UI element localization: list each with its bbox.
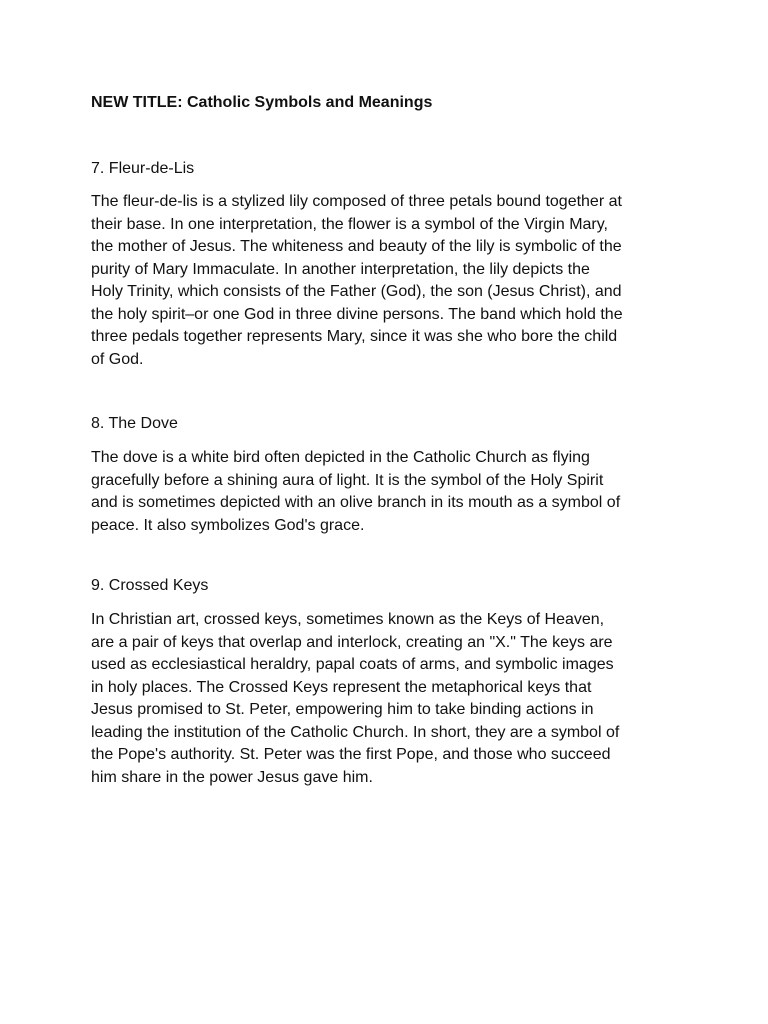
body-line: gracefully before a shining aura of light. It is the symbol of the Holy Spirit: [91, 471, 604, 489]
body-line: Holy Trinity, which consists of the Father (God), the son (Jesus Christ), and: [91, 283, 622, 300]
section-body-fleur-de-lis: [91, 191, 681, 371]
document-title: NEW TITLE: Catholic Symbols and Meanings: [91, 94, 433, 111]
body-line: of God.: [91, 350, 144, 368]
section-heading-fleur-de-lis: 7. Fleur-de-Lis: [91, 160, 195, 177]
body-line: him share in the power Jesus gave him.: [91, 768, 373, 786]
section-heading-the-dove: 8. The Dove: [91, 415, 178, 432]
body-line: In Christian art, crossed keys, sometimes known as the Keys of Heaven,: [91, 611, 605, 628]
body-line: Jesus promised to St. Peter, empowering him to take binding actions in: [91, 701, 594, 718]
body-line: the mother of Jesus. The whiteness and beauty of the lily is symbolic of the: [91, 238, 622, 255]
body-line: used as ecclesiastical heraldry, papal coats of arms, and symbolic images: [91, 656, 614, 673]
body-line: are a pair of keys that overlap and interlock, creating an "X." The keys are: [91, 633, 613, 651]
body-line: peace. It also symbolizes God's grace.: [91, 516, 365, 534]
body-line: the Pope's authority. St. Peter was the first Pope, and those who succeed: [91, 746, 611, 763]
section-body-the-dove: [91, 447, 681, 537]
body-line: three pedals together represents Mary, since it was she who bore the child: [91, 328, 618, 345]
body-line: leading the institution of the Catholic Church. In short, they are a symbol of: [91, 723, 620, 741]
body-line: purity of Mary Immaculate. In another interpretation, the lily depicts the: [91, 260, 590, 278]
body-line: their base. In one interpretation, the flower is a symbol of the Virgin Mary,: [91, 215, 608, 233]
body-line: The dove is a white bird often depicted in the Catholic Church as flying: [91, 449, 590, 466]
section-heading-crossed-keys: 9. Crossed Keys: [91, 577, 209, 594]
body-line: in holy places. The Crossed Keys represent the metaphorical keys that: [91, 678, 592, 696]
body-line: The fleur-de-lis is a stylized lily composed of three petals bound together at: [91, 193, 622, 210]
section-body-crossed-keys: [91, 609, 681, 789]
document-page: [91, 92, 691, 786]
body-line: the holy spirit–or one God in three divine persons. The band which hold the: [91, 305, 623, 323]
body-line: and is sometimes depicted with an olive branch in its mouth as a symbol of: [91, 494, 621, 511]
